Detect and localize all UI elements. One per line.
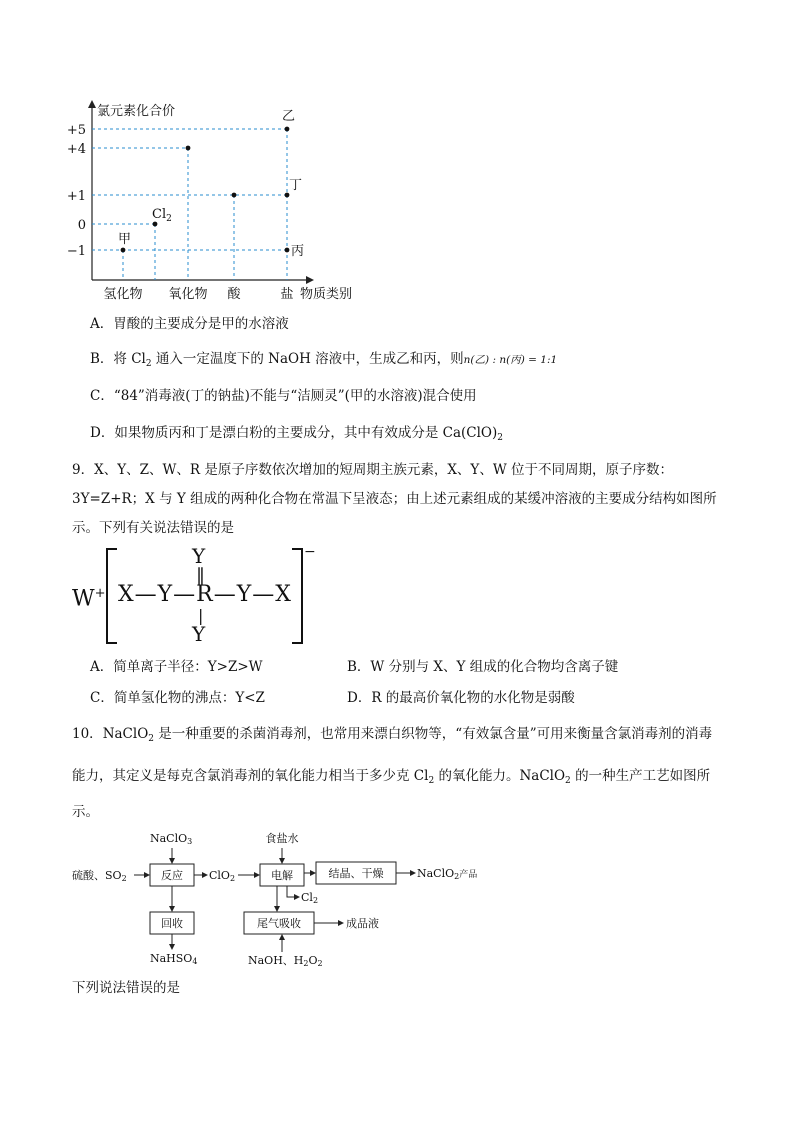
tick-p4: +4	[66, 142, 86, 157]
label-jia: 甲	[118, 232, 132, 247]
q9-stem-line2: 3Y=Z+R；X 与 Y 组成的两种化合物在常温下呈液态；由上述元素组成的某缓冲溶液的主要成分结构如图所	[72, 491, 717, 507]
q8-option-d: D．如果物质丙和丁是漂白粉的主要成分，其中有效成分是 $Ca(ClO)_2$	[90, 425, 503, 443]
q9-option-c: C．简单氢化物的沸点：Y<Z	[90, 690, 265, 706]
q10-question: 下列说法错误的是	[72, 980, 180, 996]
tick-0: 0	[77, 218, 86, 233]
x-axis-arrow	[306, 276, 314, 284]
q9-stem-line1: 9．X、Y、Z、W、R 是原子序数依次增加的短周期主族元素，X、Y、W 位于不同周期，原子序数：	[72, 462, 674, 478]
xtick-acid: 酸	[227, 287, 241, 302]
label-yi: 乙	[282, 109, 296, 124]
q8-option-b: B．将 $Cl_2$ 通入一定温度下的 NaOH 溶液中，生成乙和丙，则n(乙) : n(丙) = 1:1	[90, 351, 558, 369]
y-axis-arrow	[88, 100, 96, 108]
flow-box-electro-label: 电解	[271, 869, 293, 882]
xtick-hydride: 氢化物	[103, 287, 143, 302]
flow-finished: 成品液	[346, 917, 379, 930]
y-axis-title: 氯元素化合价	[97, 104, 176, 119]
cation: W+	[72, 586, 106, 612]
guide-lines	[92, 129, 287, 280]
q9-stem-line3: 示。下列有关说法错误的是	[72, 520, 234, 536]
q8-option-a: A．胃酸的主要成分是甲的水溶液	[90, 316, 289, 332]
flow-box-cryst-label: 结晶、干燥	[328, 867, 384, 880]
anion-charge: −	[304, 544, 316, 560]
tick-p5: +5	[66, 123, 86, 138]
flow-brine: 食盐水	[265, 832, 299, 845]
tick-p1: +1	[66, 189, 86, 204]
flow-cl2: Cl2	[301, 891, 319, 905]
flow-box-recover-label: 回收	[161, 917, 183, 930]
bottom-atom: Y	[192, 622, 206, 646]
right-bracket	[292, 548, 303, 644]
point-yi	[285, 127, 290, 132]
xtick-salt: 盐	[280, 287, 294, 302]
flow-reagents: NaOH、H2O2	[248, 954, 323, 968]
x-axis-title: 物质类别	[300, 287, 353, 302]
left-bracket	[106, 548, 117, 644]
flow-box-react-label: 反应	[161, 869, 183, 882]
q9-structure	[72, 540, 332, 644]
point-acid	[232, 193, 237, 198]
flow-input-left: 硫酸、SO2	[72, 869, 127, 883]
axes	[92, 104, 310, 280]
ratio-expression: n(乙) : n(丙) = 1:1	[463, 354, 558, 366]
tick-m1: −1	[66, 244, 86, 259]
top-atom: Y	[192, 544, 206, 568]
xtick-oxide: 氧化物	[168, 287, 208, 302]
flow-nahso4: NaHSO4	[150, 952, 198, 966]
flow-product: NaClO2产品	[417, 867, 478, 881]
point-bing	[285, 248, 290, 253]
point-oxide	[186, 146, 191, 151]
label-bing: 丙	[291, 244, 305, 259]
point-cl2	[153, 222, 158, 227]
point-ding	[285, 193, 290, 198]
q10-stem-line1: 10．NaClO$_2$ 是一种重要的杀菌消毒剂，也常用来漂白织物等，“有效氯含量”可用来衡量含氯消毒剂的消毒	[72, 726, 713, 744]
q10-stem-line3: 示。	[72, 804, 99, 820]
double-bond: ‖	[196, 565, 205, 586]
label-ding: 丁	[289, 178, 303, 193]
flow-naclo3: NaClO3	[150, 832, 193, 846]
valence-chart	[60, 100, 370, 305]
point-jia	[121, 248, 126, 253]
label-cl2: $Cl_2$	[152, 207, 172, 224]
arrow-electro-to-cl2	[287, 886, 299, 897]
q8-option-c: C．“84”消毒液(丁的钠盐)不能与“洁厕灵”(甲的水溶液)混合使用	[90, 388, 477, 404]
q9-option-d: D．R 的最高价氧化物的水化物是弱酸	[347, 690, 575, 706]
q9-option-b: B．W 分别与 X、Y 组成的化合物均含离子键	[347, 659, 619, 675]
points	[121, 127, 290, 253]
q10-stem-line2: 能力，其定义是每克含氯消毒剂的氧化能力相当于多少克 $Cl_2$ 的氧化能力。NaClO$_2$ 的一种生产工艺如图所	[72, 768, 711, 786]
main-chain: X—Y—R—Y—X	[118, 582, 292, 607]
process-flow-diagram	[72, 828, 492, 970]
single-bond: |	[198, 606, 204, 625]
flow-clo2: ClO2	[209, 869, 236, 883]
q9-option-a: A．简单离子半径：Y>Z>W	[90, 659, 263, 675]
flow-box-tail-label: 尾气吸收	[257, 917, 301, 930]
